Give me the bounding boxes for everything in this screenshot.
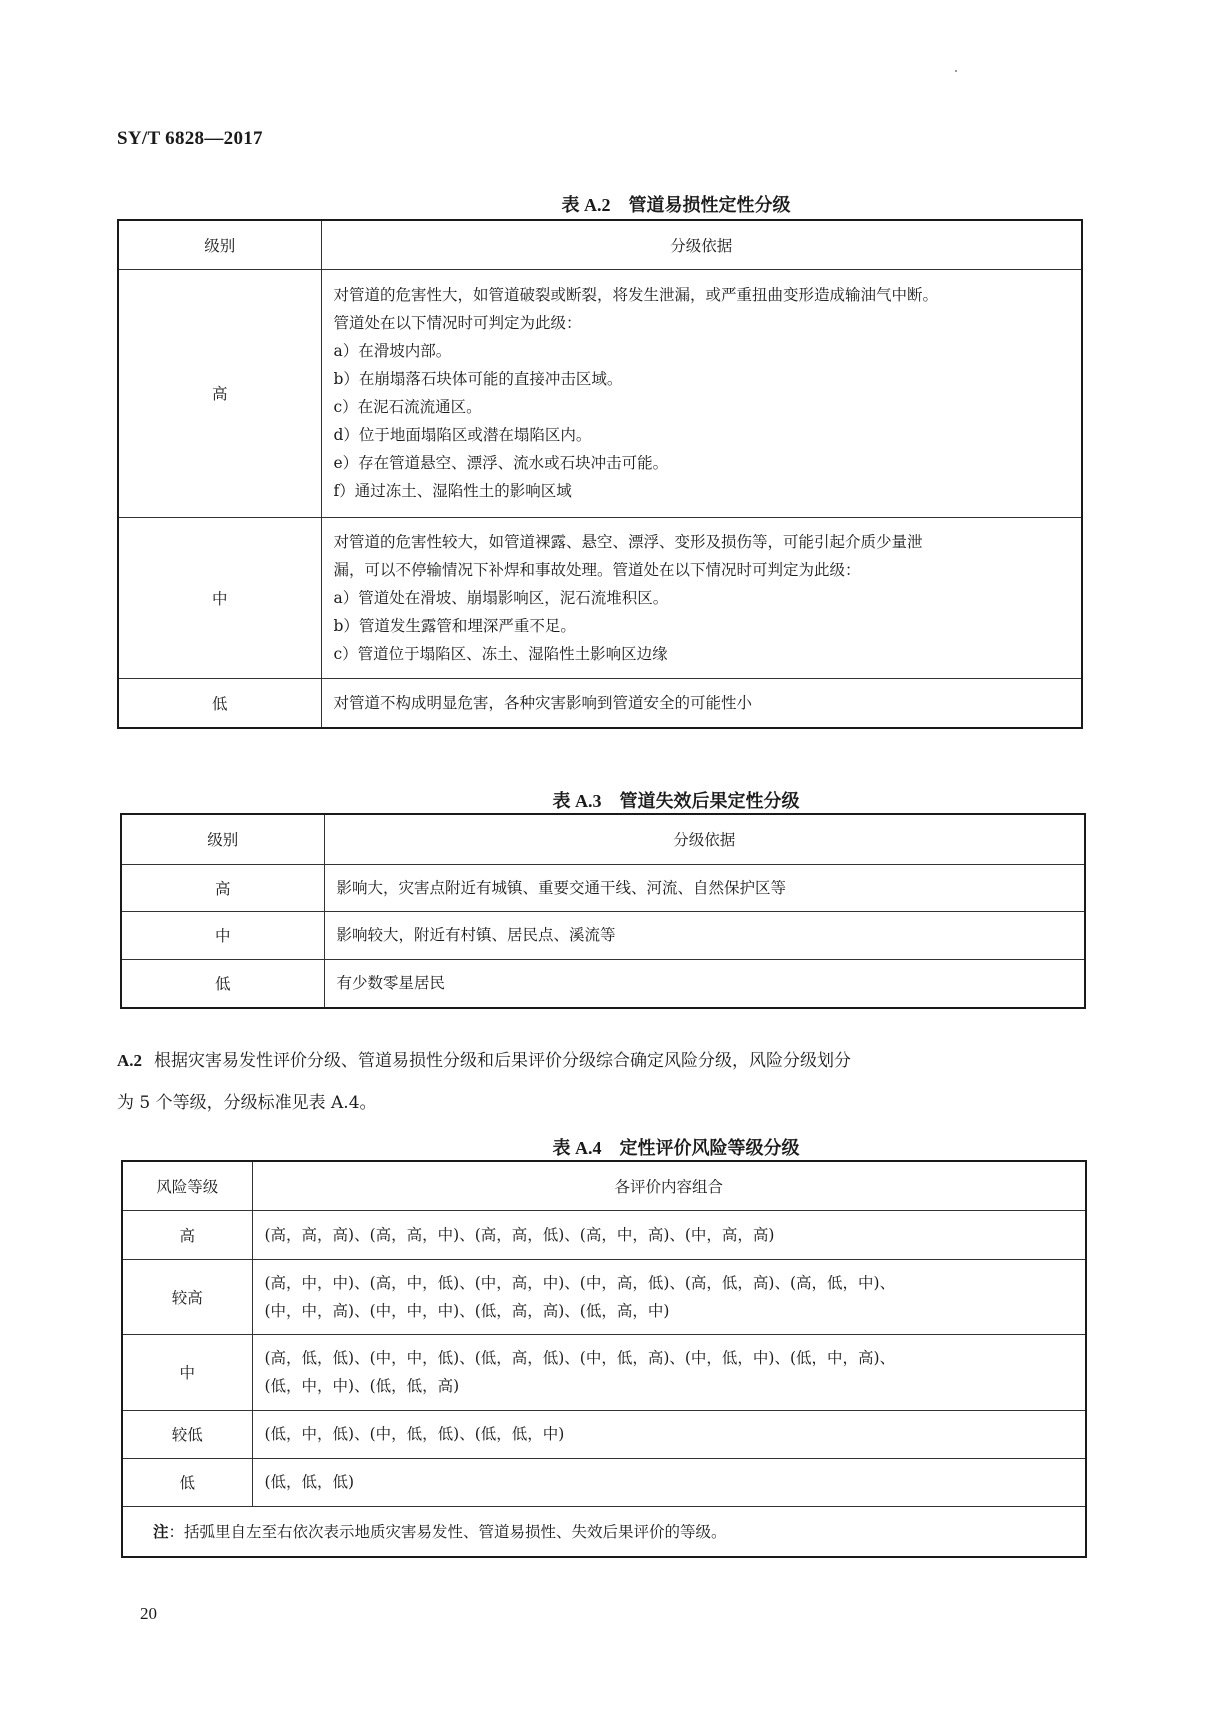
note-label: 注 — [153, 1523, 169, 1542]
criteria-cell — [321, 678, 1082, 728]
criteria-line: d）位于地面塌陷区或潜在塌陷区内。 — [333, 426, 592, 444]
criteria-cell: 有少数零星居民 — [324, 959, 1085, 1008]
table-a4-number: 表 A.4 — [552, 1138, 602, 1158]
criteria-line: 对管道不构成明显危害，各种灾害影响到管道安全的可能性小 — [333, 693, 753, 712]
standard-code: SY/T 6828—2017 — [117, 128, 263, 149]
criteria-line: 漏，可以不停输情况下补焊和事故处理。管道处在以下情况时可判定为此级： — [333, 560, 861, 579]
table-note-row — [122, 1506, 1086, 1557]
combination-line: (低，低，低) — [264, 1473, 355, 1491]
level-cell: 中 — [121, 911, 324, 959]
table-note — [122, 1506, 1086, 1557]
table-a4-title: 定性评价风险等级分级 — [619, 1138, 800, 1159]
table-a2 — [117, 219, 1083, 729]
level-cell: 中 — [118, 517, 321, 678]
table-a2-caption — [0, 191, 1232, 217]
column-header: 分级依据 — [321, 220, 1082, 269]
criteria-cell: 影响较大，附近有村镇、居民点、溪流等 — [324, 911, 1085, 959]
criteria-line: a）在滑坡内部。 — [333, 342, 452, 360]
criteria-line: a）管道处在滑坡、崩塌影响区，泥石流堆积区。 — [333, 588, 669, 607]
level-cell: 低 — [118, 678, 321, 728]
table-row — [118, 678, 1082, 728]
column-header: 风险等级 — [122, 1161, 252, 1210]
risk-level-cell: 高 — [122, 1210, 252, 1259]
risk-level-cell: 低 — [122, 1458, 252, 1506]
table-header-row — [122, 1161, 1086, 1210]
table-a3-title: 管道失效后果定性分级 — [619, 791, 800, 812]
criteria-line: e）存在管道悬空、漂浮、流水或石块冲击可能。 — [333, 454, 669, 472]
table-row — [122, 1458, 1086, 1506]
criteria-cell: 影响大，灾害点附近有城镇、重要交通干线、河流、自然保护区等 — [324, 864, 1085, 911]
combination-cell — [252, 1410, 1086, 1458]
criteria-line: b）管道发生露管和埋深严重不足。 — [333, 616, 576, 635]
table-row — [118, 517, 1082, 678]
combination-line: (低，中，低)、(中，低，低)、(低，低，中) — [264, 1425, 565, 1443]
level-cell: 高 — [118, 269, 321, 517]
table-a2-title: 管道易损性定性分级 — [628, 195, 791, 216]
page-number: 20 — [140, 1604, 157, 1623]
combination-line: (高，高，高)、(高，高，中)、(高，高，低)、(高，中，高)、(中，高，高) — [264, 1225, 775, 1244]
criteria-line: 对管道的危害性较大，如管道裸露、悬空、漂浮、变形及损伤等，可能引起介质少量泄 — [333, 532, 923, 551]
table-row — [121, 911, 1085, 959]
table-a4-caption — [0, 1134, 1232, 1160]
paragraph-line: 根据灾害易发性评价分级、管道易损性分级和后果评价分级综合确定风险分级，风险分级划分 — [154, 1051, 852, 1071]
paragraph-line: 为 5 个等级，分级标准见表 A.4。 — [117, 1093, 377, 1113]
criteria-line: b）在崩塌落石块体可能的直接冲击区域。 — [333, 370, 623, 388]
criteria-cell — [321, 269, 1082, 517]
criteria-line: 对管道的危害性大，如管道破裂或断裂，将发生泄漏，或严重扭曲变形造成输油气中断。 — [333, 286, 939, 304]
risk-level-cell: 中 — [122, 1334, 252, 1410]
column-header: 分级依据 — [324, 814, 1085, 864]
table-a2-number: 表 A.2 — [561, 195, 611, 215]
table-a3-number: 表 A.3 — [552, 791, 602, 811]
level-cell: 低 — [121, 959, 324, 1008]
table-row — [122, 1410, 1086, 1458]
table-row — [121, 959, 1085, 1008]
table-a3-caption — [0, 787, 1232, 813]
combination-line: (中，中，高)、(中，中，中)、(低，高，高)、(低，高，中) — [264, 1301, 670, 1320]
criteria-cell — [321, 517, 1082, 678]
combination-line: (低，中，中)、(低，低，高) — [264, 1377, 460, 1395]
combination-cell — [252, 1259, 1086, 1334]
criteria-line: c）在泥石流流通区。 — [333, 398, 482, 416]
risk-level-cell: 较高 — [122, 1259, 252, 1334]
table-row — [122, 1259, 1086, 1334]
combination-cell — [252, 1334, 1086, 1410]
table-a3 — [120, 813, 1086, 1009]
level-cell: 高 — [121, 864, 324, 911]
table-row — [121, 864, 1085, 911]
criteria-line: f）通过冻土、湿陷性土的影响区域 — [333, 482, 572, 500]
table-row — [122, 1210, 1086, 1259]
table-row — [122, 1334, 1086, 1410]
risk-level-cell: 较低 — [122, 1410, 252, 1458]
combination-cell — [252, 1458, 1086, 1506]
scan-speck — [955, 70, 957, 72]
criteria-line: c）管道位于塌陷区、冻土、湿陷性土影响区边缘 — [333, 644, 668, 663]
note-text: ：括弧里自左至右依次表示地质灾害易发性、管道易损性、失效后果评价的等级。 — [168, 1523, 727, 1542]
clause-paragraph — [117, 1040, 1087, 1124]
column-header: 各评价内容组合 — [252, 1161, 1086, 1210]
combination-cell — [252, 1210, 1086, 1259]
table-a4 — [121, 1160, 1087, 1558]
clause-number: A.2 — [117, 1051, 143, 1070]
table-row — [118, 269, 1082, 517]
column-header: 级别 — [121, 814, 324, 864]
combination-line: (高，中，中)、(高，中，低)、(中，高，中)、(中，高，低)、(高，低，高)、(高，低，中)、 — [264, 1273, 896, 1292]
column-header: 级别 — [118, 220, 321, 269]
combination-line: (高，低，低)、(中，中，低)、(低，高，低)、(中，低，高)、(中，低，中)、(低，中，高)、 — [264, 1349, 896, 1367]
criteria-line: 管道处在以下情况时可判定为此级： — [333, 314, 582, 332]
table-header-row — [121, 814, 1085, 864]
table-header-row — [118, 220, 1082, 269]
